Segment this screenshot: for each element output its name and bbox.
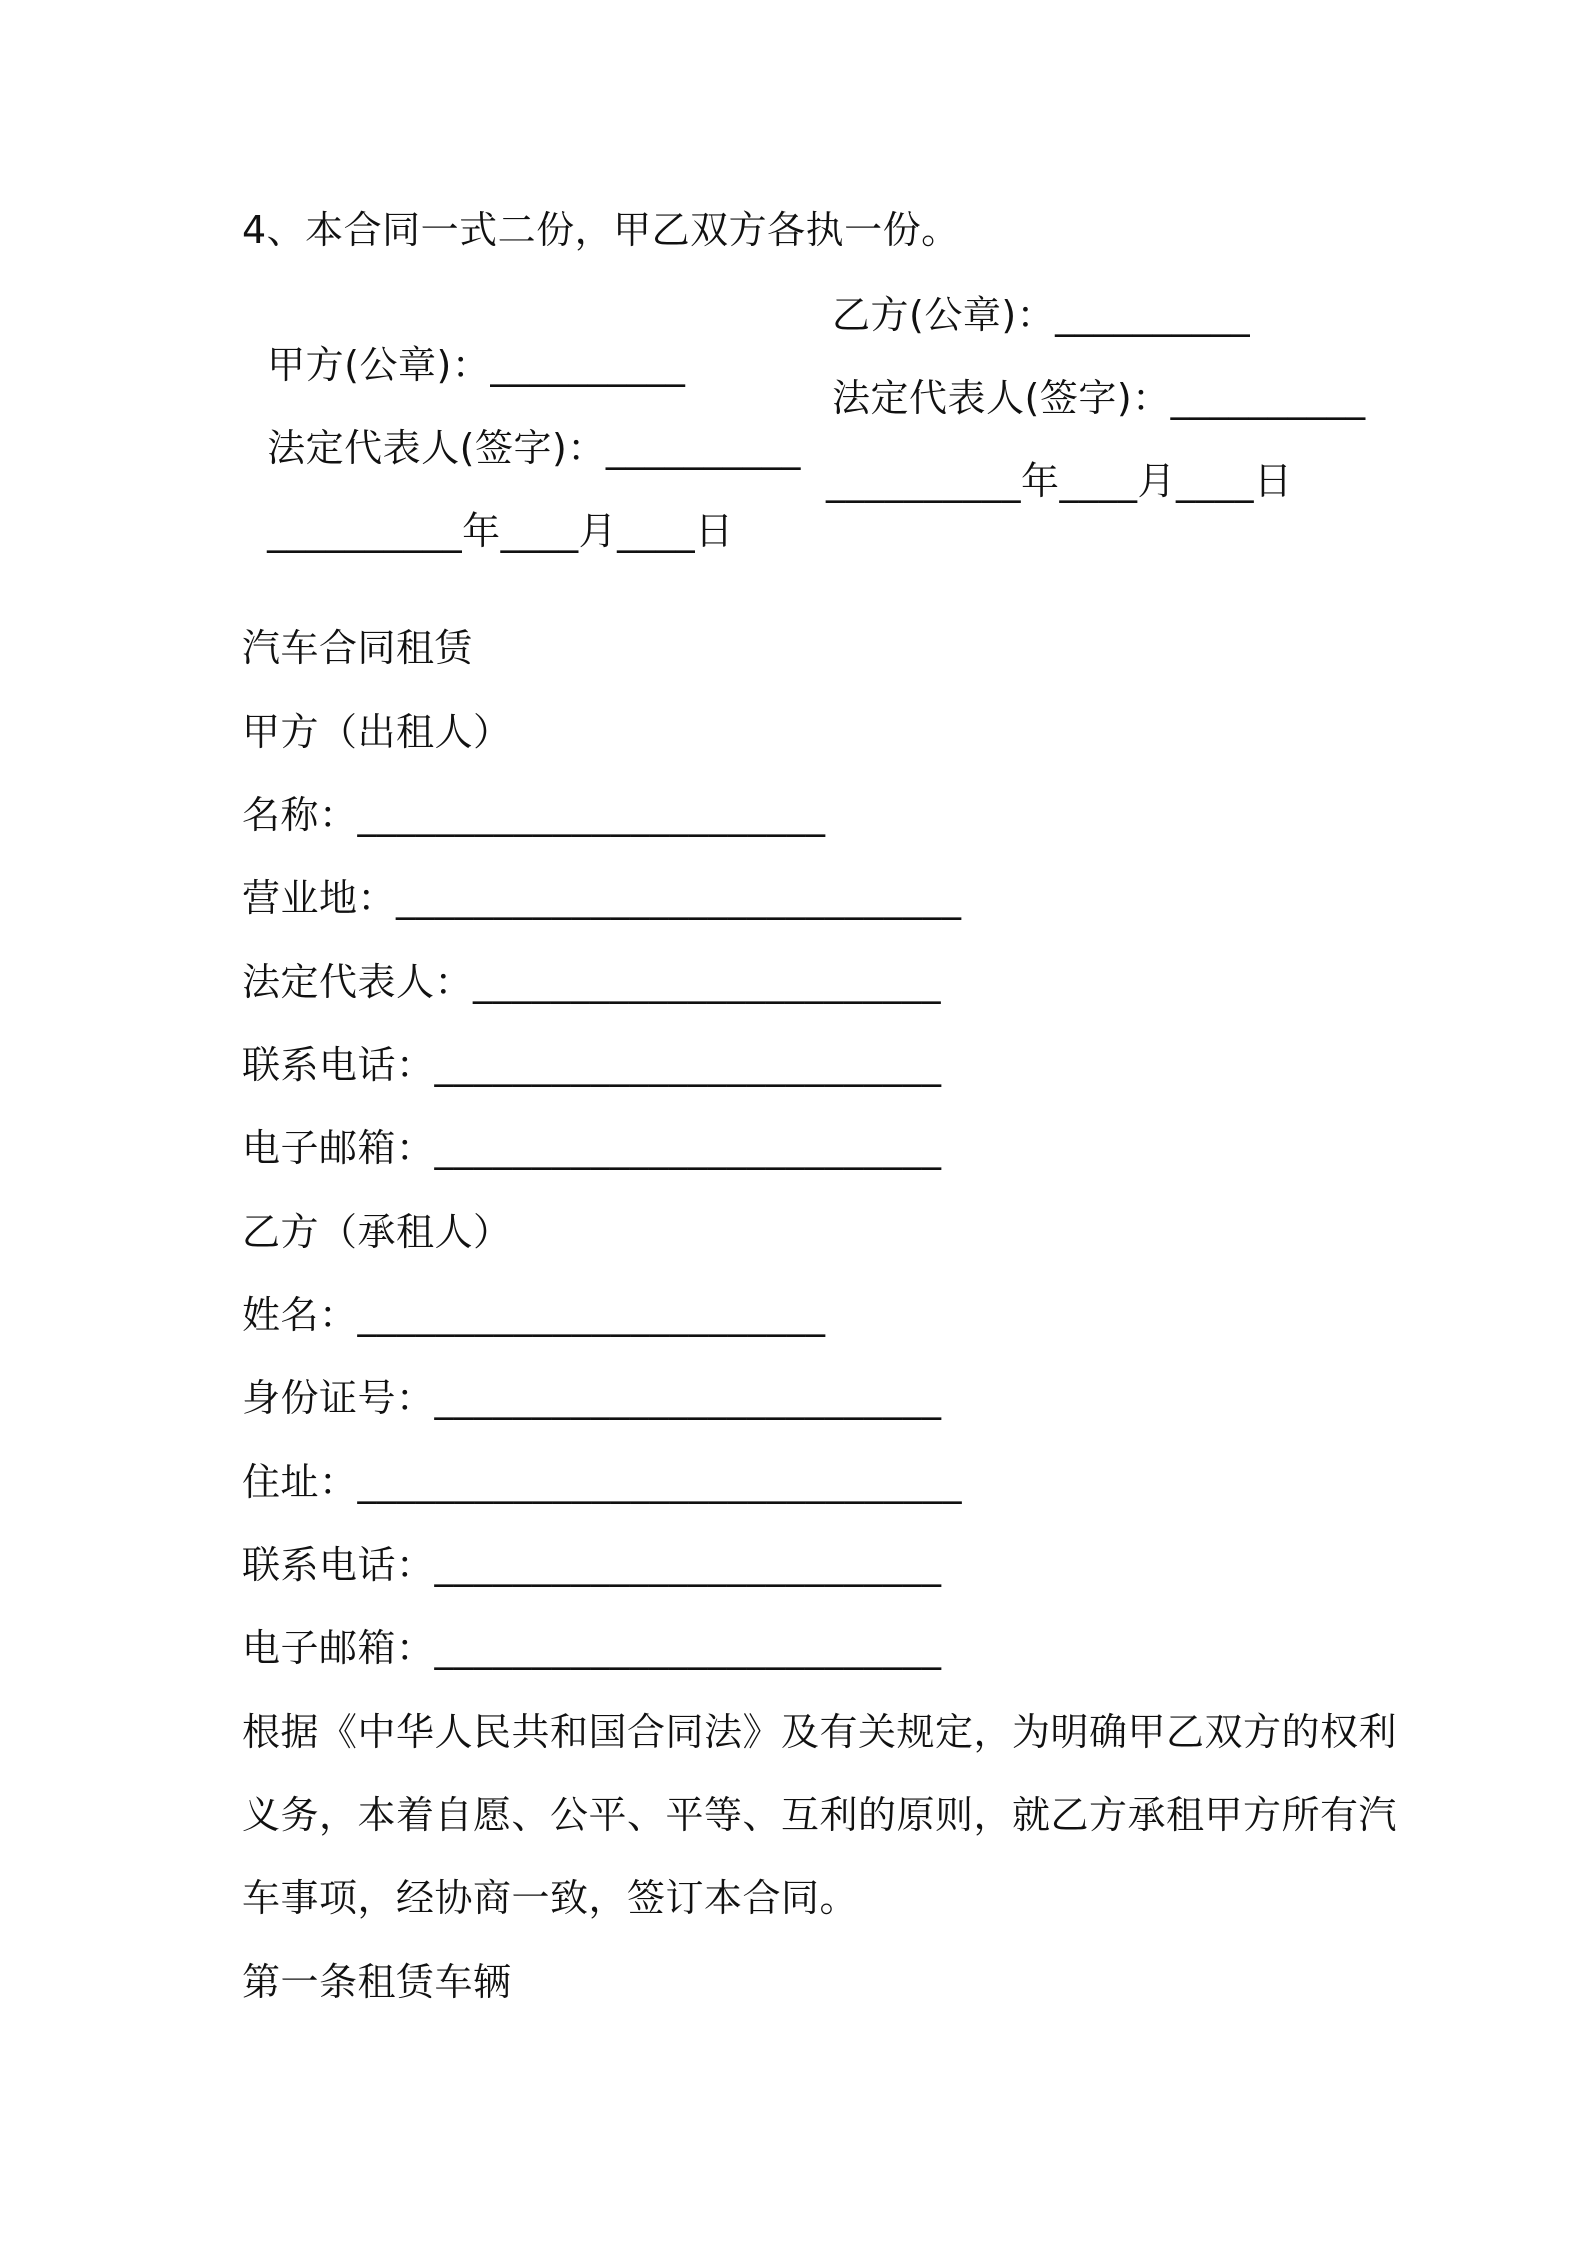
- lessor-phone-field: 联系电话：__________________________: [242, 1043, 942, 1087]
- party-a-seal-field: 甲方(公章)：__________: [267, 343, 686, 387]
- party-a-rep-field: 法定代表人(签字)：__________: [267, 426, 801, 470]
- lessor-legal-rep-field: 法定代表人：________________________: [242, 960, 942, 1004]
- lessor-email-field: 电子邮箱：__________________________: [242, 1126, 942, 1170]
- party-b-seal-field: 乙方(公章)：__________: [832, 293, 1251, 337]
- preamble-line-1: 根据《中华人民共和国合同法》及有关规定，为明确甲乙双方的权利: [242, 1710, 1398, 1754]
- preamble-line-3: 车事项，经协商一致，签订本合同。: [242, 1876, 859, 1920]
- lessee-phone-field: 联系电话：__________________________: [242, 1543, 942, 1587]
- lessee-address-field: 住址：_______________________________: [242, 1460, 963, 1504]
- date-row: [242, 456, 1293, 606]
- clause-4: 4、本合同一式二份，甲乙双方各执一份。: [242, 208, 960, 252]
- lessee-email-field: 电子邮箱：__________________________: [242, 1626, 942, 1670]
- document-title: 汽车合同租赁: [242, 626, 474, 670]
- party-b-date-field: __________年____月____日: [826, 459, 1293, 503]
- party-b-rep-field: 法定代表人(签字)：__________: [832, 376, 1366, 420]
- preamble-line-2: 义务，本着自愿、公平、平等、互利的原则，就乙方承租甲方所有汽: [242, 1793, 1398, 1837]
- lessee-heading: 乙方（承租人）: [242, 1210, 512, 1254]
- lessor-name-field: 名称：________________________: [242, 793, 826, 837]
- lessor-business-place-field: 营业地：_____________________________: [242, 876, 962, 920]
- party-a-date-field: __________年____月____日: [267, 509, 734, 553]
- lessor-heading: 甲方（出租人）: [242, 710, 512, 754]
- lessee-name-field: 姓名：________________________: [242, 1293, 826, 1337]
- lessee-id-field: 身份证号：__________________________: [242, 1376, 942, 1420]
- article-1-heading: 第一条租赁车辆: [242, 1960, 512, 2004]
